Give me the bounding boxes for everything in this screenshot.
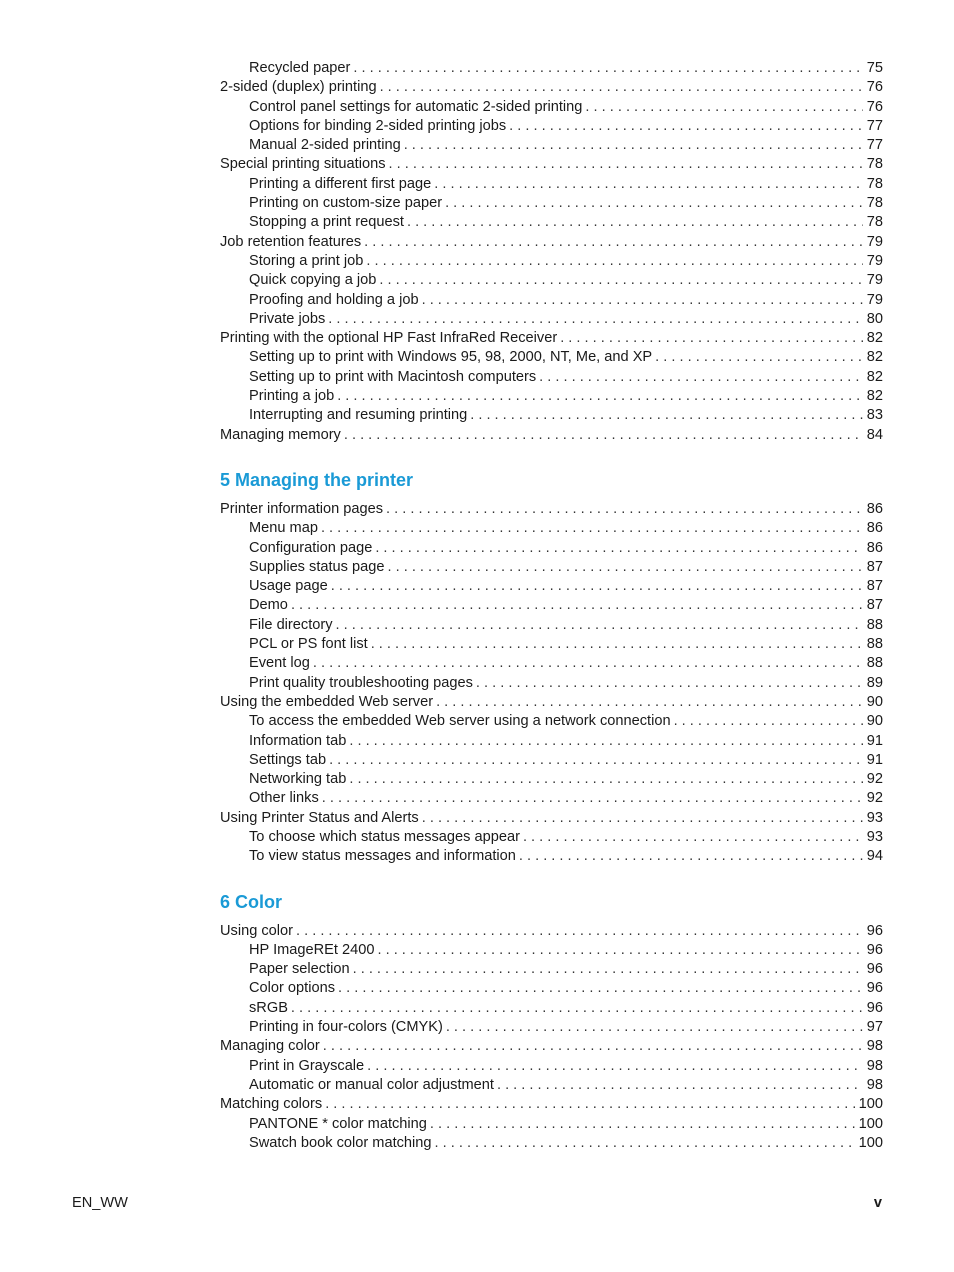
toc-entry-title: Setting up to print with Windows 95, 98, 2000, NT, Me, and XP [249, 349, 653, 366]
dot-leader [386, 500, 863, 519]
toc-entry-title: Using Printer Status and Alerts [220, 809, 419, 826]
toc-entry-title: Private jobs [249, 310, 326, 327]
toc-entry-title: Printing in four-colors (CMYK) [249, 1019, 443, 1036]
toc-entry-title: Swatch book color matching [249, 1134, 432, 1151]
toc-entry-page: 80 [866, 310, 883, 327]
toc-entry[interactable] [220, 59, 883, 78]
toc-entry-title: Printing with the optional HP Fast InfraRed Receiver [220, 330, 558, 347]
toc-entry-page: 78 [866, 156, 883, 173]
toc-entry-page: 90 [866, 693, 883, 710]
toc-entry-page: 100 [858, 1096, 883, 1113]
toc-entry-page: 79 [866, 252, 883, 269]
toc-entry-title: sRGB [249, 999, 288, 1016]
toc-entry-page: 93 [866, 809, 883, 826]
toc-entry[interactable] [220, 809, 883, 828]
dot-leader [655, 348, 863, 367]
toc-entry-page: 86 [866, 539, 883, 556]
toc-entry-page: 77 [866, 117, 883, 134]
toc-entry-title: Quick copying a job [249, 272, 377, 289]
toc-entry-title: Recycled paper [249, 60, 351, 76]
toc-entry-title: Menu map [249, 520, 318, 537]
dot-leader [379, 271, 862, 290]
toc-entry[interactable] [220, 922, 883, 941]
toc-entry-title: PANTONE * color matching [249, 1115, 427, 1132]
toc-entry-page: 79 [866, 272, 883, 289]
toc-entry-page: 96 [866, 980, 883, 997]
toc-entry[interactable] [220, 999, 883, 1018]
dot-leader [389, 155, 863, 174]
dot-leader [371, 635, 863, 654]
toc-entry-page: 100 [858, 1134, 883, 1151]
dot-leader [325, 1095, 854, 1114]
toc-entry-page: 88 [866, 616, 883, 633]
toc-entry[interactable] [220, 291, 883, 310]
dot-leader [367, 1057, 863, 1076]
dot-leader [539, 368, 863, 387]
toc-entry-title: Other links [249, 790, 319, 807]
dot-leader [366, 252, 862, 271]
toc-entry[interactable] [220, 1134, 883, 1153]
toc-entry[interactable] [220, 155, 883, 174]
toc-entry-title: Printing a different first page [249, 175, 432, 192]
dot-leader [519, 847, 863, 866]
dot-leader [422, 809, 863, 828]
toc-entry-title: Networking tab [249, 771, 347, 788]
toc-entry[interactable] [220, 136, 883, 155]
toc-entry-page: 78 [866, 195, 883, 212]
toc-entry-title: Printing a job [249, 388, 335, 405]
toc-entry[interactable] [220, 1037, 883, 1056]
toc-entry[interactable] [220, 960, 883, 979]
dot-leader [674, 712, 863, 731]
toc-entry-title: Automatic or manual color adjustment [249, 1076, 494, 1093]
toc-entry-page: 87 [866, 597, 883, 614]
toc-entry[interactable] [220, 635, 883, 654]
dot-leader [422, 291, 863, 310]
toc-entry[interactable] [220, 519, 883, 538]
toc-entry-page: 96 [866, 922, 883, 939]
footer-page-number: v [873, 1195, 882, 1211]
toc-entry[interactable] [220, 751, 883, 770]
dot-leader [407, 213, 863, 232]
toc-entry[interactable] [220, 500, 883, 519]
toc-entry[interactable] [220, 539, 883, 558]
dot-leader [322, 789, 863, 808]
toc-entry-page: 79 [866, 233, 883, 250]
toc-entry[interactable] [220, 78, 883, 97]
toc-entry[interactable] [220, 194, 883, 213]
dot-leader [323, 1037, 863, 1056]
toc-entry[interactable] [220, 1018, 883, 1037]
toc-entry-title: Paper selection [249, 961, 350, 978]
toc-entry[interactable] [220, 1076, 883, 1095]
toc-entry[interactable] [220, 847, 883, 866]
toc-entry-page: 92 [866, 790, 883, 807]
toc-entry-title: File directory [249, 616, 333, 633]
toc-entry[interactable] [220, 616, 883, 635]
toc-entry-page: 100 [858, 1115, 883, 1132]
toc-entry-title: Printer information pages [220, 500, 384, 517]
toc-entry-title: Special printing situations [220, 156, 386, 173]
toc-entry[interactable] [220, 770, 883, 789]
toc-entry-title: Settings tab [249, 751, 327, 768]
toc-entry[interactable] [220, 348, 883, 367]
dot-leader [388, 558, 863, 577]
toc-entry-page: 91 [866, 751, 883, 768]
toc-entry-page: 87 [866, 558, 883, 575]
toc-entry-title: Color options [249, 980, 335, 997]
toc-entry[interactable] [220, 98, 883, 117]
dot-leader [434, 175, 863, 194]
dot-leader [523, 828, 863, 847]
toc-entry-page: 89 [866, 674, 883, 691]
section-heading: 6 Color [220, 891, 283, 912]
toc-entry-title: Demo [249, 597, 288, 614]
toc-entry-page: 92 [866, 771, 883, 788]
toc-entry-title: Proofing and holding a job [249, 291, 419, 308]
dot-leader [509, 117, 863, 136]
toc-entry-page: 82 [866, 330, 883, 347]
toc-entry-page: 94 [866, 848, 883, 865]
dot-leader [497, 1076, 863, 1095]
toc-entry-page: 93 [866, 828, 883, 845]
toc-entry-title: Stopping a print request [249, 214, 404, 231]
toc-entry-page: 88 [866, 655, 883, 672]
toc-entry-page: 96 [866, 999, 883, 1016]
toc-entry[interactable] [220, 329, 883, 348]
toc-entry-title: Manual 2-sided printing [249, 137, 401, 154]
toc-entry[interactable] [220, 558, 883, 577]
dot-leader [375, 539, 862, 558]
dot-leader [291, 999, 863, 1018]
dot-leader [430, 1115, 855, 1134]
dot-leader [436, 693, 863, 712]
toc-entry-title: Options for binding 2-sided printing jobs [249, 117, 507, 134]
toc-entry-page: 91 [866, 732, 883, 749]
toc-entry-title: Using color [220, 922, 293, 939]
toc-entry-page: 84 [866, 426, 883, 443]
dot-leader [329, 751, 863, 770]
toc-entry-page: 98 [866, 1057, 883, 1074]
toc-entry[interactable] [220, 789, 883, 808]
dot-leader [476, 674, 863, 693]
toc-entry-title: Control panel settings for automatic 2-sided printing [249, 98, 583, 115]
toc-entry-page: 82 [866, 388, 883, 405]
toc-entry[interactable] [220, 828, 883, 847]
dot-leader [321, 519, 863, 538]
table-of-contents [220, 59, 883, 1153]
toc-entry-title: Managing color [220, 1038, 320, 1055]
toc-entry-title: PCL or PS font list [249, 636, 368, 653]
toc-entry-title: Storing a print job [249, 252, 364, 269]
dot-leader [353, 59, 862, 78]
toc-entry-page: 96 [866, 961, 883, 978]
toc-entry[interactable] [220, 406, 883, 425]
toc-entry[interactable] [220, 674, 883, 693]
toc-entry-title: Interrupting and resuming printing [249, 407, 468, 424]
toc-entry-title: Information tab [249, 732, 347, 749]
dot-leader [331, 577, 863, 596]
toc-entry[interactable] [220, 117, 883, 136]
dot-leader [364, 233, 863, 252]
dot-leader [380, 78, 863, 97]
dot-leader [353, 960, 863, 979]
toc-entry-title: Using the embedded Web server [220, 693, 434, 710]
toc-entry[interactable] [220, 577, 883, 596]
dot-leader [349, 770, 862, 789]
toc-entry-page: 76 [866, 98, 883, 115]
toc-entry-title: Usage page [249, 578, 328, 595]
toc-entry[interactable] [220, 1115, 883, 1134]
toc-entry-page: 88 [866, 636, 883, 653]
toc-entry-page: 83 [866, 407, 883, 424]
dot-leader [344, 426, 863, 445]
toc-entry[interactable] [220, 310, 883, 329]
toc-entry-title: Managing memory [220, 426, 341, 443]
dot-leader [585, 98, 862, 117]
toc-entry-page: 76 [866, 79, 883, 96]
dot-leader [337, 387, 863, 406]
toc-entry-page: 78 [866, 175, 883, 192]
toc-entry-page: 82 [866, 368, 883, 385]
dot-leader [435, 1134, 855, 1153]
toc-entry-page: 77 [866, 137, 883, 154]
toc-entry-title: Supplies status page [249, 558, 385, 575]
toc-entry-title: Setting up to print with Macintosh computers [249, 368, 537, 385]
dot-leader [296, 922, 863, 941]
toc-entry-page: 79 [866, 291, 883, 308]
toc-entry-page: 86 [866, 520, 883, 537]
toc-entry-page: 78 [866, 214, 883, 231]
toc-entry[interactable] [220, 979, 883, 998]
toc-entry[interactable] [220, 732, 883, 751]
toc-entry-title: HP ImageREt 2400 [249, 941, 375, 958]
dot-leader [404, 136, 863, 155]
toc-entry-page: 90 [866, 713, 883, 730]
dot-leader [328, 310, 863, 329]
toc-entry-title: Event log [249, 655, 310, 672]
toc-entry-page: 87 [866, 578, 883, 595]
toc-entry-title: To access the embedded Web server using a network connection [249, 713, 671, 730]
dot-leader [338, 979, 863, 998]
toc-entry-title: To choose which status messages appear [249, 828, 520, 845]
toc-entry-page: 98 [866, 1076, 883, 1093]
toc-entry-title: Print in Grayscale [249, 1057, 365, 1074]
toc-entry[interactable] [220, 387, 883, 406]
toc-entry[interactable] [220, 1095, 883, 1114]
toc-entry-title: 2-sided (duplex) printing [220, 79, 377, 96]
dot-leader [313, 654, 863, 673]
toc-entry-title: To view status messages and information [249, 848, 516, 865]
dot-leader [291, 596, 863, 615]
toc-entry-title: Matching colors [220, 1096, 323, 1113]
toc-entry[interactable] [220, 233, 883, 252]
toc-entry[interactable] [220, 596, 883, 615]
toc-entry[interactable] [220, 712, 883, 731]
toc-entry-title: Printing on custom-size paper [249, 195, 443, 212]
toc-entry-title: Configuration page [249, 539, 373, 556]
toc-entry[interactable] [220, 213, 883, 232]
toc-entry[interactable] [220, 175, 883, 194]
toc-entry[interactable] [220, 368, 883, 387]
toc-entry[interactable] [220, 1057, 883, 1076]
dot-leader [336, 616, 863, 635]
dot-leader [377, 941, 862, 960]
footer-locale: EN_WW [72, 1195, 128, 1211]
dot-leader [349, 732, 862, 751]
toc-entry-page: 82 [866, 349, 883, 366]
toc-entry[interactable] [220, 271, 883, 290]
toc-entry[interactable] [220, 252, 883, 271]
dot-leader [560, 329, 863, 348]
toc-entry[interactable] [220, 426, 883, 445]
toc-entry[interactable] [220, 654, 883, 673]
toc-entry-title: Print quality troubleshooting pages [249, 674, 473, 691]
toc-entry[interactable] [220, 693, 883, 712]
toc-entry-page: 97 [866, 1019, 883, 1036]
dot-leader [470, 406, 863, 425]
toc-entry[interactable] [220, 941, 883, 960]
toc-entry-page: 96 [866, 941, 883, 958]
dot-leader [446, 1018, 863, 1037]
toc-entry-page: 86 [866, 500, 883, 517]
dot-leader [445, 194, 863, 213]
toc-entry-title: Job retention features [220, 233, 362, 250]
toc-entry-page: 98 [866, 1038, 883, 1055]
toc-entry-page: 75 [866, 60, 883, 76]
section-heading: 5 Managing the printer [220, 469, 414, 490]
